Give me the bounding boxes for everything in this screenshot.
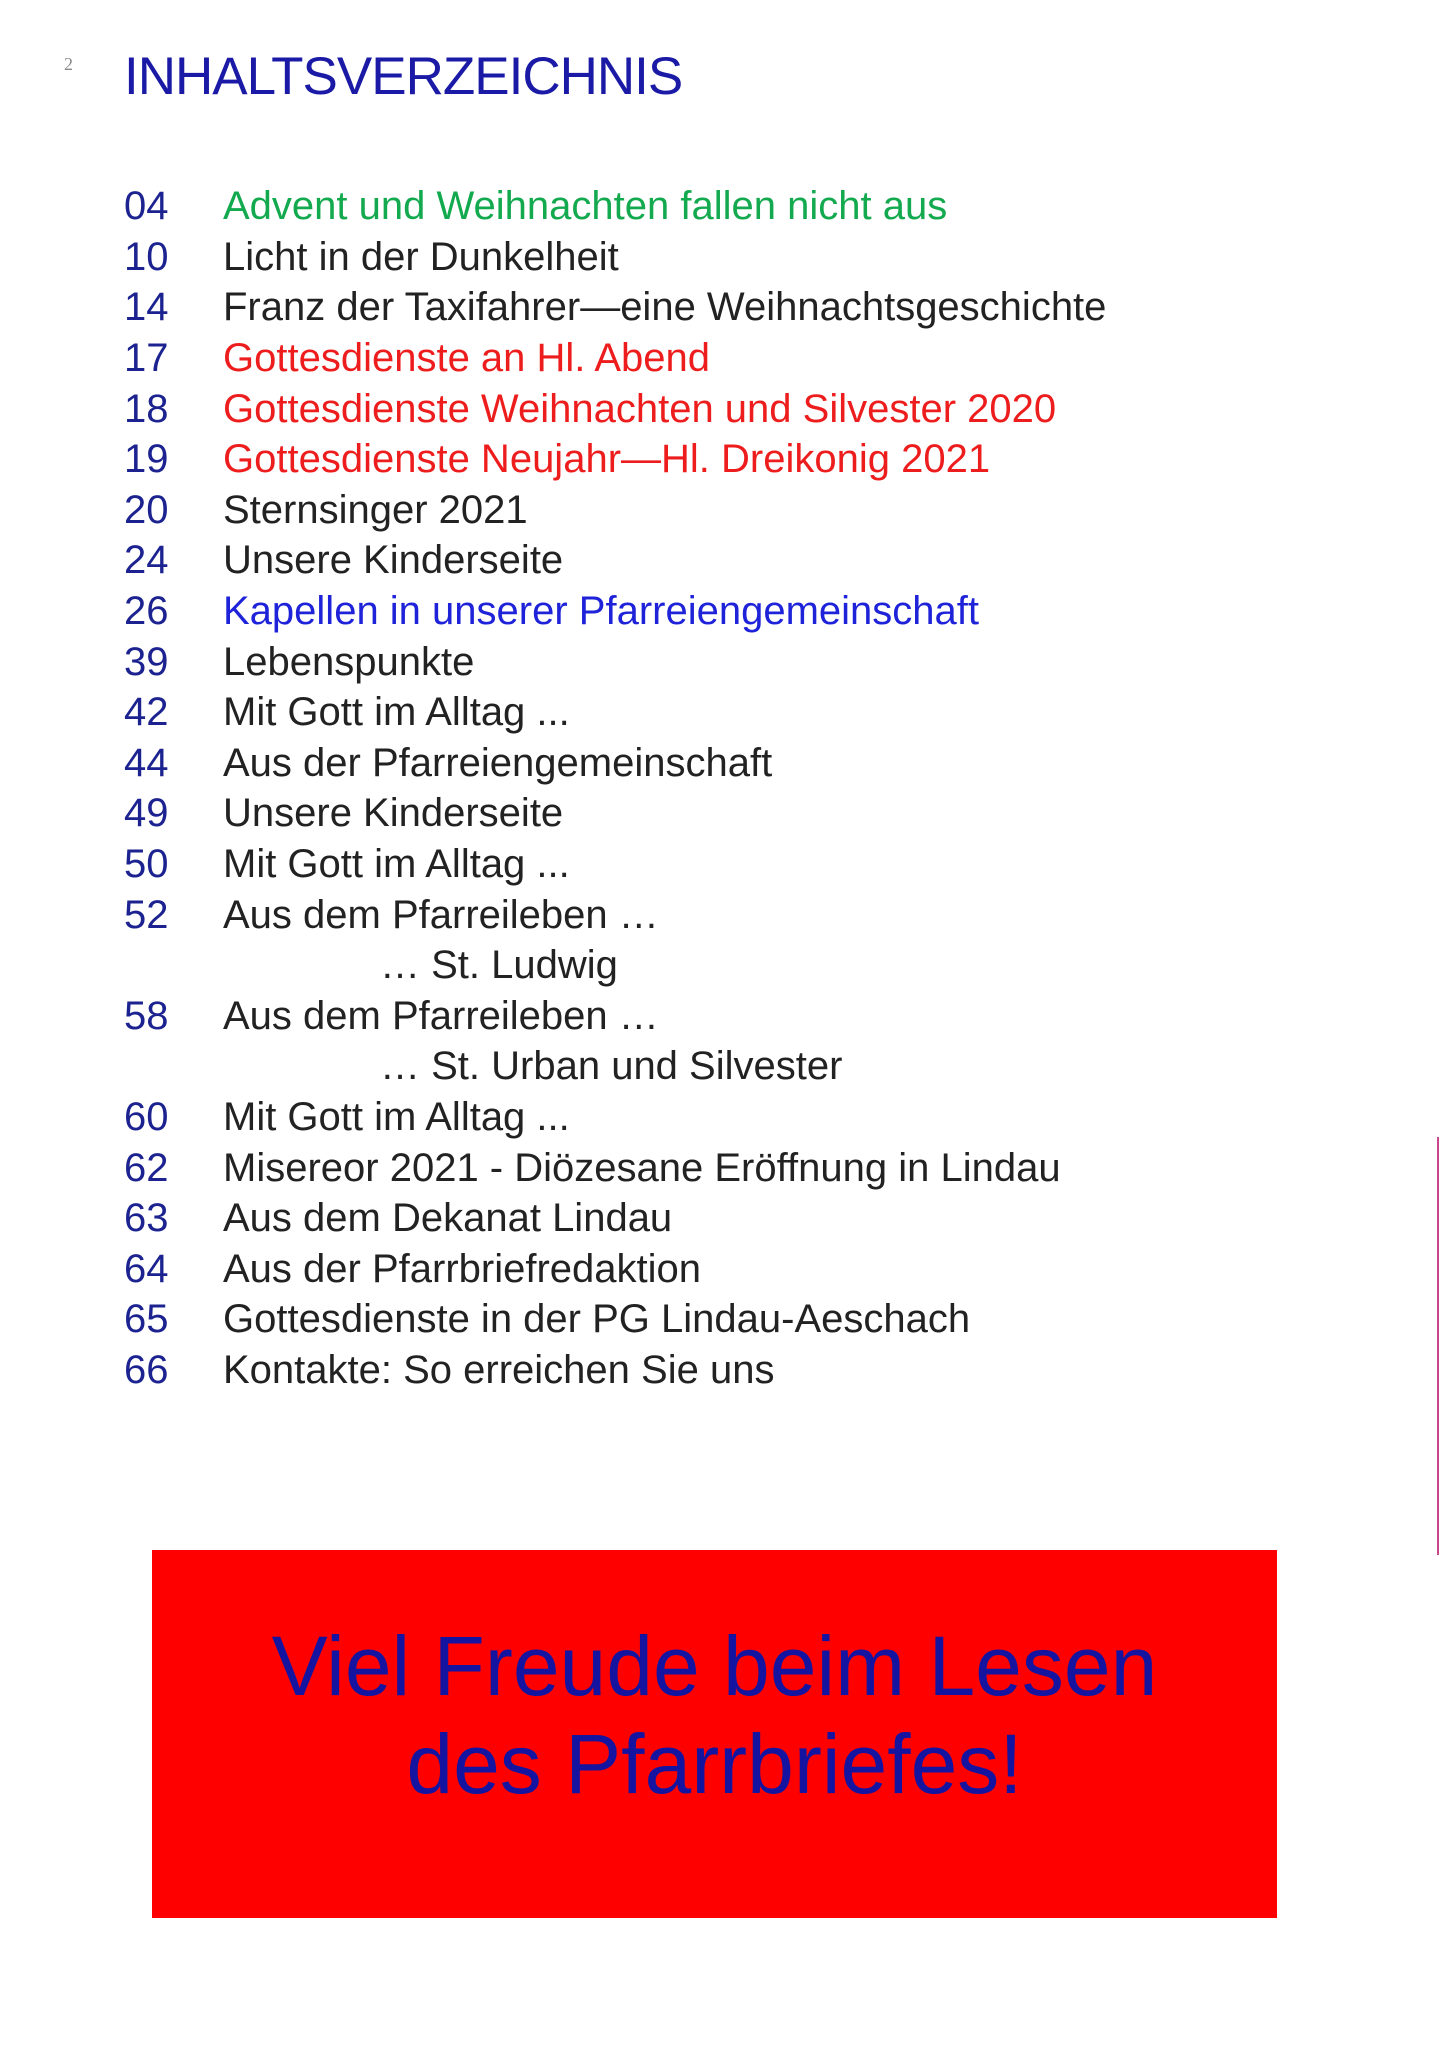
toc-title: Mit Gott im Alltag ... [223, 1094, 570, 1139]
toc-page-number: 10 [124, 234, 169, 279]
toc-title: Sternsinger 2021 [223, 487, 528, 532]
toc-title: Unsere Kinderseite [223, 538, 564, 583]
toc-entry [124, 991, 1284, 1042]
toc-page-number: 58 [124, 993, 169, 1038]
toc-entry [124, 1142, 1284, 1193]
toc-title: Lebenspunkte [223, 639, 475, 684]
toc-entry [124, 788, 1284, 839]
toc-page-number: 63 [124, 1196, 169, 1241]
toc-title: Aus dem Dekanat Lindau [223, 1196, 673, 1241]
toc-title: Gottesdienste in der PG Lindau-Aeschach [223, 1297, 971, 1342]
page-title: INHALTSVERZEICHNIS [124, 47, 683, 106]
toc-title: Unsere Kinderseite [223, 791, 564, 836]
toc-entry [124, 687, 1284, 738]
edge-divider [1437, 1137, 1439, 1555]
toc-title: Licht in der Dunkelheit [223, 234, 619, 279]
toc-page-number: 64 [124, 1246, 169, 1291]
toc-page-number: 52 [124, 892, 169, 937]
toc-title: Aus dem Pfarreileben … [223, 892, 659, 937]
toc-page-number: 04 [124, 184, 169, 229]
toc-title: Franz der Taxifahrer—eine Weihnachtsgeschichte [223, 285, 1107, 330]
toc-entry [124, 839, 1284, 890]
toc-page-number: 42 [124, 690, 169, 735]
toc-page-number: 17 [124, 336, 169, 381]
toc-entry [124, 586, 1284, 637]
toc-page-number: 60 [124, 1094, 169, 1139]
toc-title: Gottesdienste Neujahr—Hl. Dreikonig 2021 [223, 437, 991, 482]
toc-entry [124, 1193, 1284, 1244]
toc-entry [124, 485, 1284, 536]
toc-title: … St. Ludwig [380, 943, 618, 988]
toc-title: … St. Urban und Silvester [380, 1044, 843, 1089]
toc-entry [124, 1345, 1284, 1396]
toc-title: Gottesdienste Weihnachten und Silvester 2020 [223, 386, 1057, 431]
toc-title: Advent und Weihnachten fallen nicht aus [223, 184, 948, 229]
toc-entry [124, 1243, 1284, 1294]
toc-entry [124, 1092, 1284, 1143]
toc-page-number: 24 [124, 538, 169, 583]
toc-entry [124, 434, 1284, 485]
toc-page-number: 20 [124, 487, 169, 532]
toc-entry [124, 1294, 1284, 1345]
toc-page-number: 14 [124, 285, 169, 330]
closing-banner [152, 1550, 1277, 1918]
toc-title: Kontakte: So erreichen Sie uns [223, 1347, 775, 1392]
toc-entry [124, 333, 1284, 384]
page-number: 2 [64, 54, 73, 74]
toc-page-number: 39 [124, 639, 169, 684]
toc-entry [124, 181, 1284, 232]
banner-line-1: Viel Freude beim Lesen [271, 1619, 1158, 1713]
toc-title: Aus der Pfarrbriefredaktion [223, 1246, 702, 1291]
toc-page-number: 19 [124, 437, 169, 482]
toc-page-number: 65 [124, 1297, 169, 1342]
toc-entry [124, 636, 1284, 687]
toc-subentry [124, 940, 1284, 991]
toc-title: Mit Gott im Alltag ... [223, 690, 570, 735]
toc-page-number: 18 [124, 386, 169, 431]
toc-page-number: 62 [124, 1145, 169, 1190]
toc-page-number: 26 [124, 589, 169, 634]
toc-title: Misereor 2021 - Diözesane Eröffnung in Lindau [223, 1145, 1061, 1190]
toc-entry [124, 535, 1284, 586]
toc-page-number: 66 [124, 1347, 169, 1392]
toc-entry [124, 889, 1284, 940]
toc-title: Mit Gott im Alltag ... [223, 842, 570, 887]
toc-page-number: 49 [124, 791, 169, 836]
toc-entry [124, 282, 1284, 333]
toc-entry [124, 232, 1284, 283]
toc-title: Gottesdienste an Hl. Abend [223, 336, 710, 381]
toc-entry [124, 383, 1284, 434]
toc-title: Aus der Pfarreiengemeinschaft [223, 740, 773, 785]
banner-line-2: des Pfarrbriefes! [406, 1717, 1023, 1811]
toc-title: Aus dem Pfarreileben … [223, 993, 659, 1038]
toc-entry [124, 738, 1284, 789]
toc-subentry [124, 1041, 1284, 1092]
toc-page-number: 50 [124, 842, 169, 887]
toc-page-number: 44 [124, 740, 169, 785]
toc-title: Kapellen in unserer Pfarreiengemeinschaft [223, 589, 979, 634]
table-of-contents [124, 181, 1284, 1395]
